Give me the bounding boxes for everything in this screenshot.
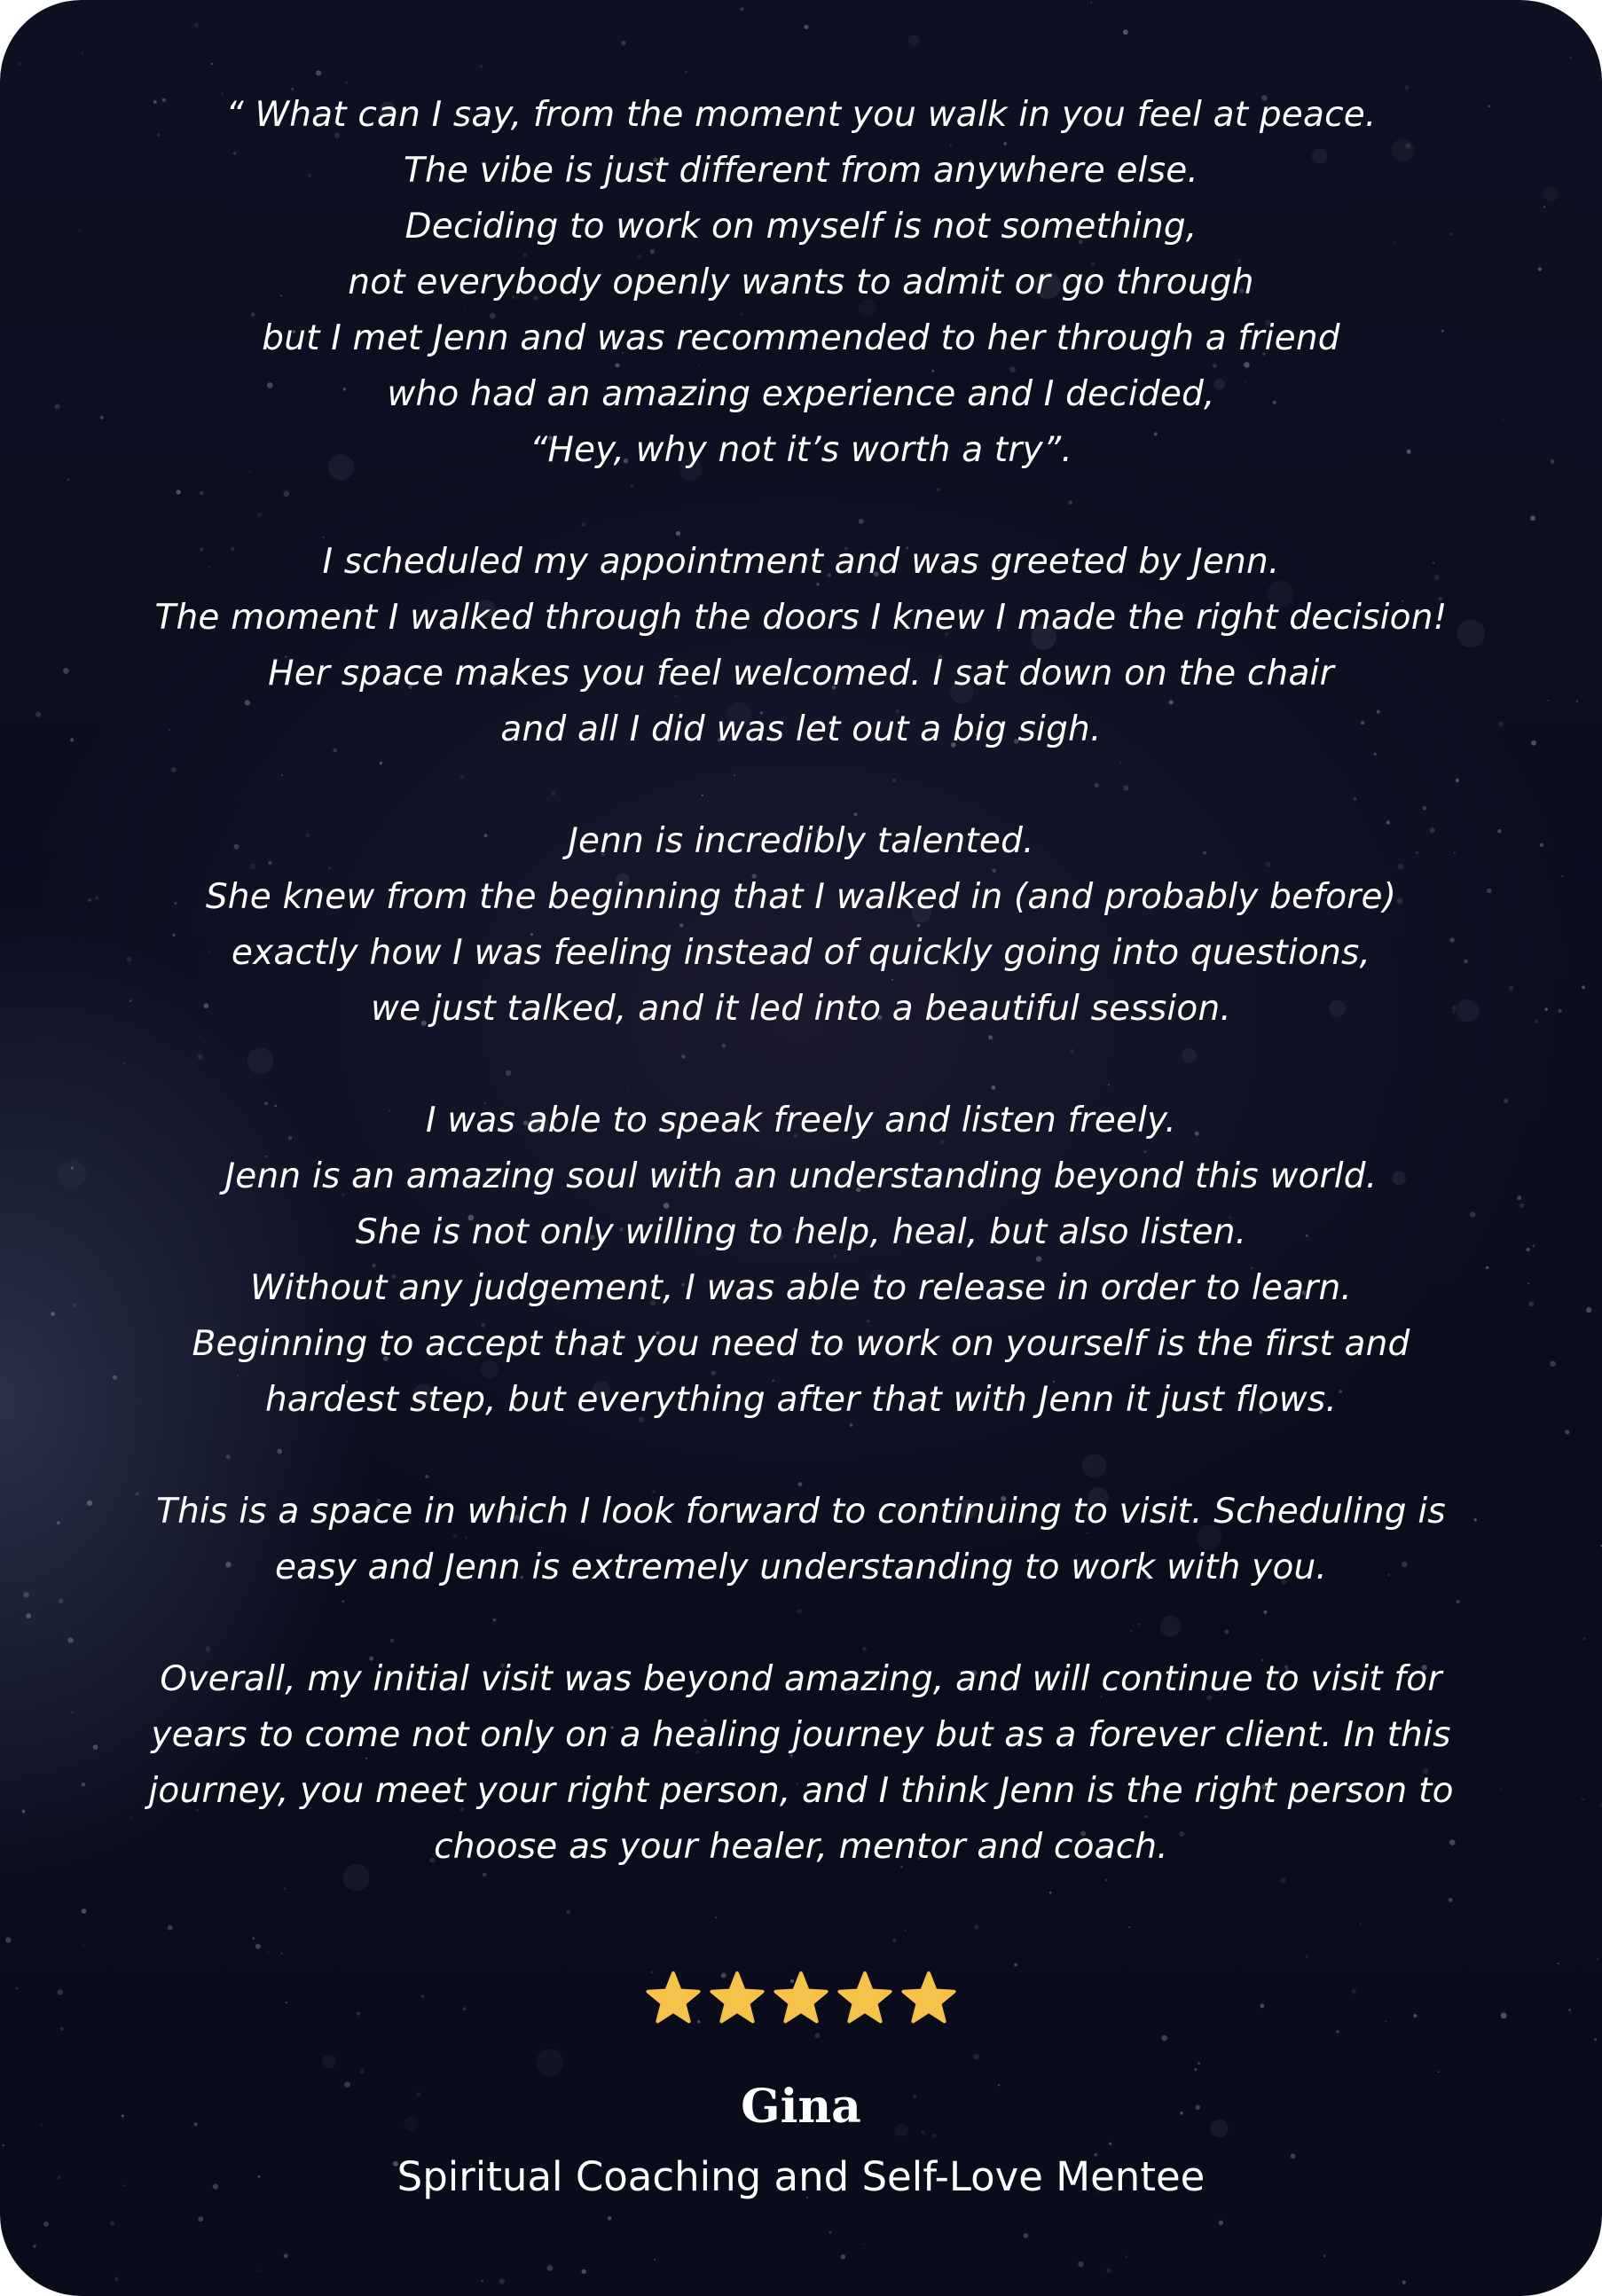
testimonial-line: exactly how I was feeling instead of quickly going into questions, <box>231 933 1371 973</box>
testimonial-line: “Hey, why not it’s worth a try”. <box>530 430 1072 470</box>
testimonial-line: The vibe is just different from anywhere else. <box>403 151 1199 191</box>
star-icon <box>774 1971 828 2026</box>
testimonial-line: The moment I walked through the doors I knew I made the right decision! <box>154 598 1448 638</box>
testimonial-line: and all I did was let out a big sigh. <box>500 709 1102 749</box>
testimonial-paragraph <box>71 1484 1531 1595</box>
testimonial-line: Beginning to accept that you need to work on yourself is the first and <box>192 1324 1410 1364</box>
testimonial-line: not everybody openly wants to admit or go through <box>348 263 1254 302</box>
testimonial-line: but I met Jenn and was recommended to her through a friend <box>262 318 1340 358</box>
testimonial-line: we just talked, and it led into a beautiful session. <box>370 989 1231 1029</box>
testimonial-paragraph <box>71 1093 1531 1428</box>
testimonial-line: This is a space in which I look forward to continuing to visit. Scheduling is <box>156 1492 1446 1532</box>
testimonial-line: Overall, my initial visit was beyond amazing, and will continue to visit for <box>160 1659 1442 1699</box>
testimonial-line: I was able to speak freely and listen freely. <box>425 1101 1177 1140</box>
testimonial-line: years to come not only on a healing journey but as a forever client. In this <box>151 1715 1451 1755</box>
testimonial-quote <box>71 87 1531 1875</box>
testimonial-paragraph <box>71 813 1531 1037</box>
testimonial-line: journey, you meet your right person, and I think Jenn is the right person to <box>148 1771 1454 1811</box>
testimonial-line: She knew from the beginning that I walked in (and probably before) <box>205 877 1397 917</box>
testimonial-line: Her space makes you feel welcomed. I sat down on the chair <box>268 654 1334 694</box>
testimonial-paragraph <box>71 534 1531 757</box>
star-icon <box>901 1971 956 2026</box>
testimonial-paragraph <box>71 1651 1531 1875</box>
testimonial-line: who had an amazing experience and I decided, <box>387 374 1215 414</box>
testimonial-line: hardest step, but everything after that with Jenn it just flows. <box>265 1380 1337 1420</box>
star-icon <box>646 1971 701 2026</box>
star-icon <box>710 1971 765 2026</box>
author-role: Spiritual Coaching and Self-Love Mentee <box>397 2153 1205 2200</box>
testimonial-line: She is not only willing to help, heal, but also listen. <box>355 1212 1247 1252</box>
star-rating <box>0 1971 1602 2026</box>
testimonial-line: Jenn is an amazing soul with an understanding beyond this world. <box>224 1156 1378 1196</box>
author-name: Gina <box>741 2080 861 2134</box>
testimonial-paragraph <box>71 87 1531 478</box>
star-icon <box>837 1971 892 2026</box>
testimonial-line: I scheduled my appointment and was greeted by Jenn. <box>322 542 1280 582</box>
testimonial-line: Without any judgement, I was able to release in order to learn. <box>250 1268 1352 1308</box>
testimonial-line: Deciding to work on myself is not something, <box>404 207 1198 247</box>
testimonial-line: Jenn is incredibly talented. <box>568 821 1034 861</box>
testimonial-line: “ What can I say, from the moment you walk in you feel at peace. <box>225 95 1377 135</box>
testimonial-line: easy and Jenn is extremely understanding to work with you. <box>274 1548 1328 1587</box>
testimonial-line: choose as your healer, mentor and coach. <box>434 1827 1168 1867</box>
